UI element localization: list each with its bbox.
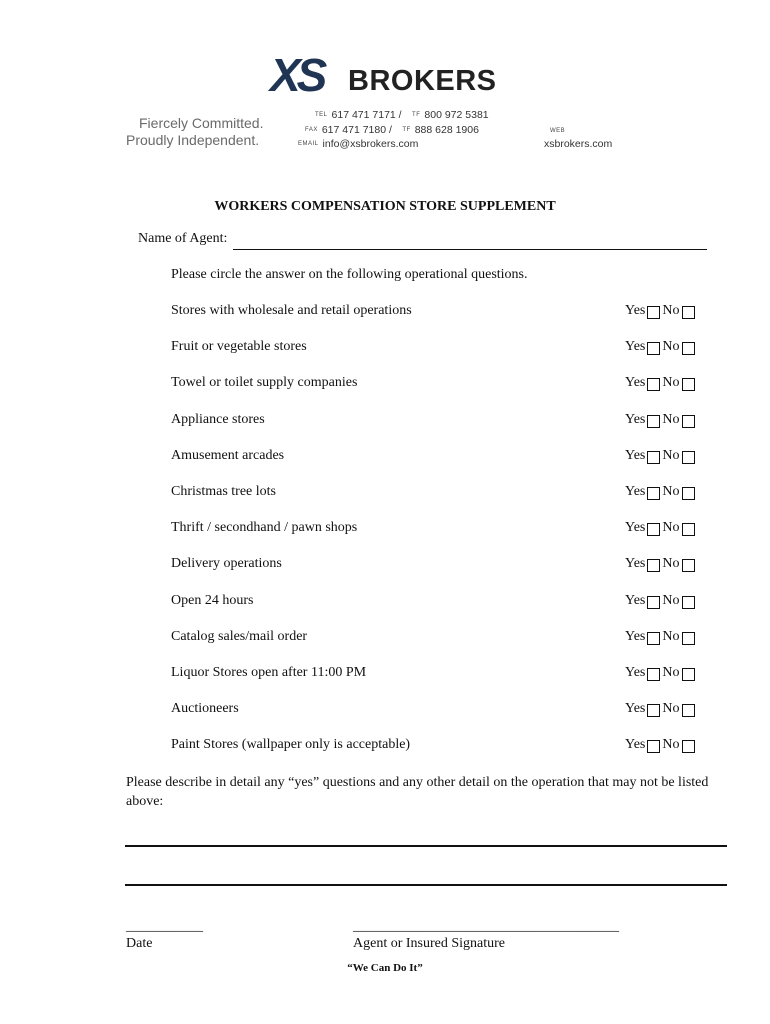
tagline-line-2: Proudly Independent. — [126, 132, 260, 148]
yes-checkbox[interactable] — [647, 596, 660, 609]
yes-label: Yes — [625, 448, 646, 463]
no-label: No — [662, 629, 680, 644]
no-checkbox[interactable] — [682, 559, 695, 572]
yes-label: Yes — [625, 665, 646, 680]
question-label: Appliance stores — [171, 412, 265, 427]
fax-number: 617 471 7180 / — [321, 123, 392, 136]
yes-no-group — [625, 665, 697, 681]
agent-name-label: Name of Agent: — [138, 231, 228, 246]
tagline — [126, 115, 263, 149]
yes-label: Yes — [625, 339, 646, 354]
yes-no-group — [625, 484, 697, 500]
logo-mark: XS — [270, 49, 324, 101]
yes-checkbox[interactable] — [647, 668, 660, 681]
no-label: No — [662, 375, 680, 390]
xs-brokers-logo — [270, 49, 497, 101]
signature-label: Agent or Insured Signature — [353, 936, 506, 951]
yes-no-group — [625, 593, 697, 609]
tf2-label: TF — [402, 126, 411, 133]
yes-checkbox[interactable] — [647, 740, 660, 753]
agent-name-field[interactable] — [233, 249, 707, 250]
signature-field[interactable]: ______________________________________ — [353, 919, 619, 934]
question-row — [171, 448, 716, 468]
question-label: Christmas tree lots — [171, 484, 276, 499]
yes-label: Yes — [625, 593, 646, 608]
tel-number: 617 471 7171 / — [331, 108, 402, 121]
yes-no-group — [625, 448, 697, 464]
no-checkbox[interactable] — [682, 704, 695, 717]
yes-checkbox[interactable] — [647, 487, 660, 500]
yes-no-group — [625, 701, 697, 717]
describe-prompt: Please describe in detail any “yes” questions and any other detail on the operation that may not be listed above: — [126, 775, 709, 809]
yes-checkbox[interactable] — [647, 306, 660, 319]
yes-no-group — [625, 520, 697, 536]
yes-no-group — [625, 412, 697, 428]
no-checkbox[interactable] — [682, 740, 695, 753]
contact-email-row — [298, 135, 418, 153]
yes-checkbox[interactable] — [647, 378, 660, 391]
no-checkbox[interactable] — [682, 487, 695, 500]
no-label: No — [662, 484, 680, 499]
question-label: Stores with wholesale and retail operations — [171, 303, 412, 318]
yes-no-group — [625, 303, 697, 319]
yes-checkbox[interactable] — [647, 632, 660, 645]
no-label: No — [662, 737, 680, 752]
yes-no-group — [625, 339, 697, 355]
yes-label: Yes — [625, 303, 646, 318]
description-line-2[interactable] — [125, 884, 727, 886]
question-row — [171, 629, 716, 649]
web-url-row — [544, 135, 612, 153]
yes-checkbox[interactable] — [647, 451, 660, 464]
no-label: No — [662, 303, 680, 318]
no-label: No — [662, 339, 680, 354]
fax-label: FAX — [305, 126, 318, 133]
question-row — [171, 737, 716, 757]
no-checkbox[interactable] — [682, 306, 695, 319]
no-label: No — [662, 556, 680, 571]
question-label: Paint Stores (wallpaper only is acceptable) — [171, 737, 411, 752]
yes-no-group — [625, 556, 697, 572]
tf-number: 800 972 5381 — [424, 108, 489, 121]
yes-label: Yes — [625, 520, 646, 535]
question-row — [171, 593, 716, 613]
yes-label: Yes — [625, 375, 646, 390]
question-row — [171, 665, 716, 685]
no-label: No — [662, 412, 680, 427]
no-checkbox[interactable] — [682, 632, 695, 645]
no-checkbox[interactable] — [682, 415, 695, 428]
question-label: Liquor Stores open after 11:00 PM — [171, 665, 367, 680]
email-label: EMAIL — [298, 140, 319, 147]
question-row — [171, 556, 716, 576]
question-label: Delivery operations — [171, 556, 282, 571]
yes-checkbox[interactable] — [647, 704, 660, 717]
question-row — [171, 520, 716, 540]
tel-label: TEL — [315, 111, 328, 118]
email-address[interactable]: info@xsbrokers.com — [322, 137, 419, 150]
yes-label: Yes — [625, 737, 646, 752]
web-label: WEB — [550, 127, 566, 134]
yes-label: Yes — [625, 412, 646, 427]
question-label: Thrift / secondhand / pawn shops — [171, 520, 358, 535]
question-label: Open 24 hours — [171, 593, 254, 608]
no-checkbox[interactable] — [682, 523, 695, 536]
question-row — [171, 484, 716, 504]
yes-checkbox[interactable] — [647, 415, 660, 428]
no-checkbox[interactable] — [682, 451, 695, 464]
no-label: No — [662, 665, 680, 680]
question-row — [171, 701, 716, 721]
no-label: No — [662, 593, 680, 608]
question-row — [171, 375, 716, 395]
question-label: Auctioneers — [171, 701, 239, 716]
motto: “We Can Do It” — [347, 962, 423, 974]
tf2-number: 888 628 1906 — [414, 123, 479, 136]
no-checkbox[interactable] — [682, 342, 695, 355]
yes-label: Yes — [625, 484, 646, 499]
tagline-line-1: Fiercely Committed. — [139, 115, 264, 131]
description-line-1[interactable] — [125, 845, 727, 847]
instructions: Please circle the answer on the following operational questions. — [171, 267, 528, 282]
no-checkbox[interactable] — [682, 378, 695, 391]
question-row — [171, 412, 716, 432]
date-field[interactable]: ___________ — [126, 919, 203, 934]
no-label: No — [662, 448, 680, 463]
web-url[interactable]: xsbrokers.com — [544, 137, 613, 150]
no-label: No — [662, 520, 680, 535]
yes-checkbox[interactable] — [647, 559, 660, 572]
question-label: Amusement arcades — [171, 448, 285, 463]
form-title: WORKERS COMPENSATION STORE SUPPLEMENT — [214, 199, 556, 214]
yes-no-group — [625, 737, 697, 753]
question-label: Catalog sales/mail order — [171, 629, 308, 644]
yes-checkbox[interactable] — [647, 342, 660, 355]
no-label: No — [662, 701, 680, 716]
question-row — [171, 339, 716, 359]
date-label: Date — [126, 936, 153, 951]
yes-checkbox[interactable] — [647, 523, 660, 536]
question-row — [171, 303, 716, 323]
no-checkbox[interactable] — [682, 668, 695, 681]
logo-wordmark: BROKERS — [348, 65, 497, 97]
question-label: Fruit or vegetable stores — [171, 339, 307, 354]
tf-label: TF — [412, 111, 421, 118]
no-checkbox[interactable] — [682, 596, 695, 609]
question-label: Towel or toilet supply companies — [171, 375, 358, 390]
yes-label: Yes — [625, 556, 646, 571]
yes-label: Yes — [625, 629, 646, 644]
yes-no-group — [625, 629, 697, 645]
yes-no-group — [625, 375, 697, 391]
yes-label: Yes — [625, 701, 646, 716]
